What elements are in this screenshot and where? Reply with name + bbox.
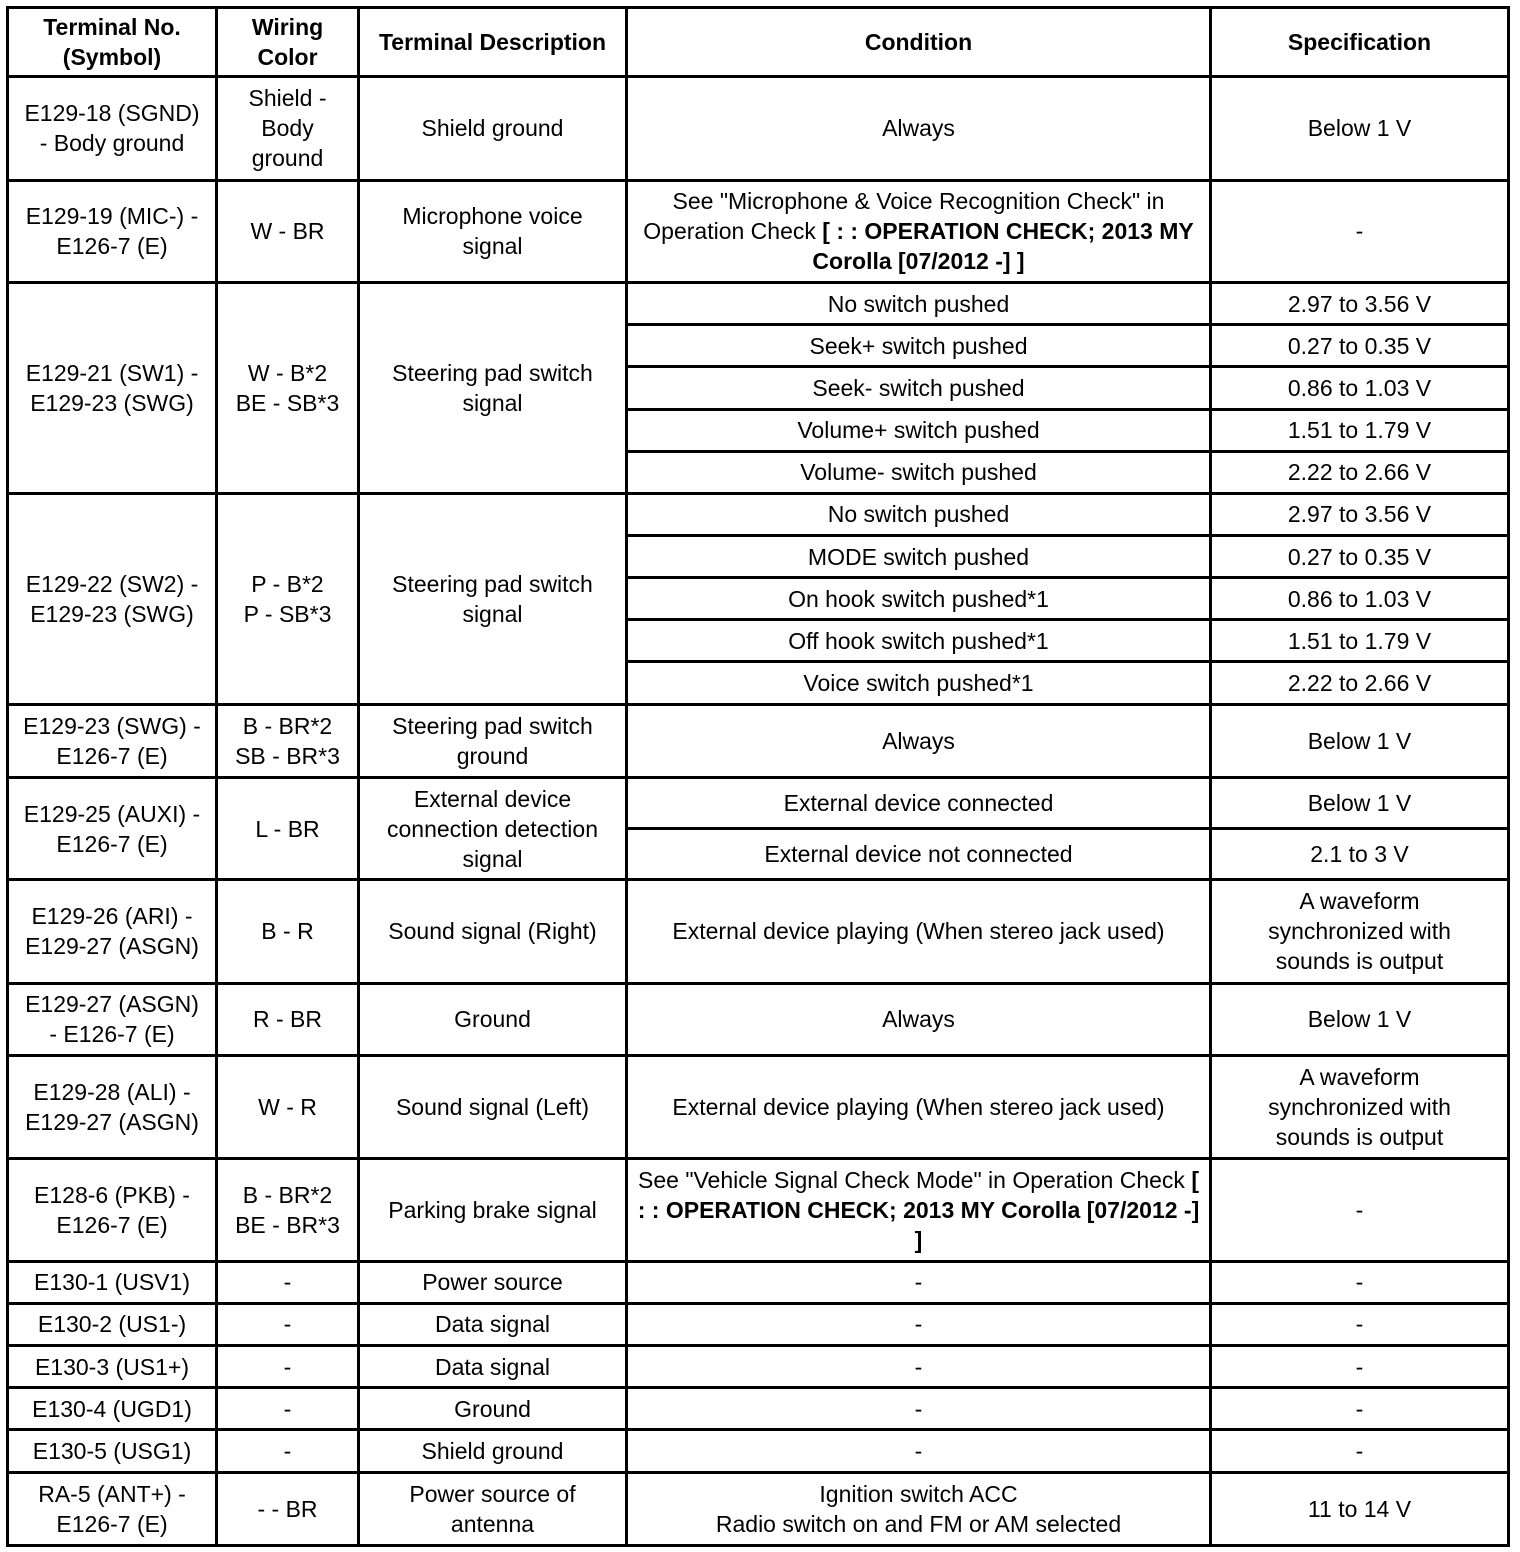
table-row: [8, 1303, 1509, 1345]
description-cell: Microphone voice signal: [359, 180, 627, 282]
table-row: [8, 493, 1509, 535]
table-row: [8, 180, 1509, 282]
condition-cell: [627, 1159, 1211, 1261]
condition-cell: External device playing (When stereo jack used): [627, 880, 1211, 983]
spec-cell: Below 1 V: [1211, 77, 1509, 180]
wiring-cell: -: [217, 1346, 359, 1388]
wiring-cell: -: [217, 1261, 359, 1303]
spec-cell: -: [1211, 1430, 1509, 1472]
wiring-cell: B - BR*2 BE - BR*3: [217, 1159, 359, 1261]
spec-cell: 1.51 to 1.79 V: [1211, 409, 1509, 451]
condition-text: See "Vehicle Signal Check Mode" in Operation Check: [638, 1167, 1185, 1194]
table-row: [8, 704, 1509, 777]
condition-cell: Voice switch pushed*1: [627, 662, 1211, 704]
table-row: [8, 983, 1509, 1055]
wiring-cell: B - BR*2 SB - BR*3: [217, 704, 359, 777]
table-row: [8, 77, 1509, 180]
spec-cell: 2.97 to 3.56 V: [1211, 493, 1509, 535]
spec-cell: 0.27 to 0.35 V: [1211, 535, 1509, 577]
terminal-cell: E130-1 (USV1): [8, 1261, 217, 1303]
condition-cell: -: [627, 1261, 1211, 1303]
description-cell: Shield ground: [359, 1430, 627, 1472]
condition-cell: No switch pushed: [627, 493, 1211, 535]
terminal-cell: E130-5 (USG1): [8, 1430, 217, 1472]
condition-text: See "Microphone & Voice Recognition Check" in Operation Check: [643, 188, 1165, 245]
condition-cell: -: [627, 1388, 1211, 1430]
header-specification: Specification: [1211, 8, 1509, 77]
table-header-row: [8, 8, 1509, 77]
condition-cell: -: [627, 1346, 1211, 1388]
wiring-cell: -: [217, 1388, 359, 1430]
terminal-cell: RA-5 (ANT+) - E126-7 (E): [8, 1472, 217, 1546]
spec-cell: 2.97 to 3.56 V: [1211, 283, 1509, 325]
wiring-cell: - - BR: [217, 1472, 359, 1546]
description-cell: Power source of antenna: [359, 1472, 627, 1546]
terminal-cell: E130-4 (UGD1): [8, 1388, 217, 1430]
spec-cell: 2.22 to 2.66 V: [1211, 451, 1509, 493]
wiring-cell: -: [217, 1303, 359, 1345]
spec-cell: -: [1211, 1303, 1509, 1345]
table-row: [8, 1159, 1509, 1261]
wiring-cell: B - R: [217, 880, 359, 983]
condition-cell: External device not connected: [627, 829, 1211, 880]
description-cell: Shield ground: [359, 77, 627, 180]
terminal-cell: E129-26 (ARI) - E129-27 (ASGN): [8, 880, 217, 983]
condition-cell: Volume- switch pushed: [627, 451, 1211, 493]
condition-cell: Always: [627, 704, 1211, 777]
description-cell: Steering pad switch signal: [359, 493, 627, 704]
wiring-cell: Shield - Body ground: [217, 77, 359, 180]
terminal-spec-table: [6, 6, 1510, 1547]
wiring-cell: W - B*2 BE - SB*3: [217, 283, 359, 494]
description-cell: Sound signal (Right): [359, 880, 627, 983]
table-row: [8, 1430, 1509, 1472]
wiring-cell: -: [217, 1430, 359, 1472]
spec-cell: Below 1 V: [1211, 704, 1509, 777]
wiring-cell: R - BR: [217, 983, 359, 1055]
condition-cell: -: [627, 1430, 1211, 1472]
spec-cell: -: [1211, 1346, 1509, 1388]
spec-cell: -: [1211, 1261, 1509, 1303]
spec-cell: 2.22 to 2.66 V: [1211, 662, 1509, 704]
wiring-cell: L - BR: [217, 777, 359, 879]
description-cell: Steering pad switch signal: [359, 283, 627, 494]
condition-cell: Seek- switch pushed: [627, 367, 1211, 409]
operation-check-link[interactable]: [ : : OPERATION CHECK; 2013 MY Corolla [07/2012 -] ]: [812, 218, 1194, 275]
condition-cell: Ignition switch ACC Radio switch on and FM or AM selected: [627, 1472, 1211, 1546]
spec-cell: -: [1211, 1388, 1509, 1430]
operation-check-link[interactable]: [ : : OPERATION CHECK; 2013 MY Corolla [07/2012 -] ]: [637, 1167, 1200, 1254]
description-cell: Data signal: [359, 1303, 627, 1345]
spec-cell: 1.51 to 1.79 V: [1211, 620, 1509, 662]
description-cell: Ground: [359, 983, 627, 1055]
spec-cell: 0.27 to 0.35 V: [1211, 325, 1509, 367]
condition-cell: External device playing (When stereo jack used): [627, 1055, 1211, 1158]
terminal-cell: E129-21 (SW1) - E129-23 (SWG): [8, 283, 217, 494]
spec-cell: A waveform synchronized with sounds is output: [1211, 880, 1509, 983]
table-row: [8, 880, 1509, 983]
table-row: [8, 1261, 1509, 1303]
table-row: [8, 1055, 1509, 1158]
terminal-cell: E129-28 (ALI) - E129-27 (ASGN): [8, 1055, 217, 1158]
condition-cell: On hook switch pushed*1: [627, 578, 1211, 620]
condition-cell: [627, 180, 1211, 282]
condition-cell: No switch pushed: [627, 283, 1211, 325]
terminal-cell: E130-3 (US1+): [8, 1346, 217, 1388]
terminal-cell: E129-25 (AUXI) - E126-7 (E): [8, 777, 217, 879]
spec-cell: -: [1211, 180, 1509, 282]
header-wiring-color: Wiring Color: [217, 8, 359, 77]
terminal-cell: E129-19 (MIC-) - E126-7 (E): [8, 180, 217, 282]
condition-cell: External device connected: [627, 777, 1211, 828]
table-row: [8, 1346, 1509, 1388]
spec-cell: Below 1 V: [1211, 983, 1509, 1055]
spec-cell: 2.1 to 3 V: [1211, 829, 1509, 880]
spec-cell: 0.86 to 1.03 V: [1211, 367, 1509, 409]
table-row: [8, 1388, 1509, 1430]
header-condition: Condition: [627, 8, 1211, 77]
condition-cell: MODE switch pushed: [627, 535, 1211, 577]
header-terminal-description: Terminal Description: [359, 8, 627, 77]
table-row: [8, 283, 1509, 325]
table-row: [8, 1472, 1509, 1546]
description-cell: Parking brake signal: [359, 1159, 627, 1261]
terminal-cell: E130-2 (US1-): [8, 1303, 217, 1345]
description-cell: Data signal: [359, 1346, 627, 1388]
wiring-cell: W - R: [217, 1055, 359, 1158]
description-cell: Power source: [359, 1261, 627, 1303]
spec-cell: 11 to 14 V: [1211, 1472, 1509, 1546]
wiring-cell: P - B*2 P - SB*3: [217, 493, 359, 704]
terminal-cell: E129-23 (SWG) - E126-7 (E): [8, 704, 217, 777]
description-cell: External device connection detection signal: [359, 777, 627, 879]
description-cell: Sound signal (Left): [359, 1055, 627, 1158]
description-cell: Ground: [359, 1388, 627, 1430]
header-terminal: Terminal No. (Symbol): [8, 8, 217, 77]
terminal-cell: E128-6 (PKB) - E126-7 (E): [8, 1159, 217, 1261]
spec-cell: 0.86 to 1.03 V: [1211, 578, 1509, 620]
terminal-cell: E129-27 (ASGN) - E126-7 (E): [8, 983, 217, 1055]
condition-cell: Always: [627, 77, 1211, 180]
spec-cell: -: [1211, 1159, 1509, 1261]
condition-cell: Off hook switch pushed*1: [627, 620, 1211, 662]
table-row: [8, 777, 1509, 828]
spec-cell: Below 1 V: [1211, 777, 1509, 828]
spec-cell: A waveform synchronized with sounds is output: [1211, 1055, 1509, 1158]
condition-cell: Seek+ switch pushed: [627, 325, 1211, 367]
condition-cell: Volume+ switch pushed: [627, 409, 1211, 451]
condition-cell: Always: [627, 983, 1211, 1055]
condition-cell: -: [627, 1303, 1211, 1345]
description-cell: Steering pad switch ground: [359, 704, 627, 777]
wiring-cell: W - BR: [217, 180, 359, 282]
terminal-cell: E129-22 (SW2) - E129-23 (SWG): [8, 493, 217, 704]
terminal-cell: E129-18 (SGND) - Body ground: [8, 77, 217, 180]
